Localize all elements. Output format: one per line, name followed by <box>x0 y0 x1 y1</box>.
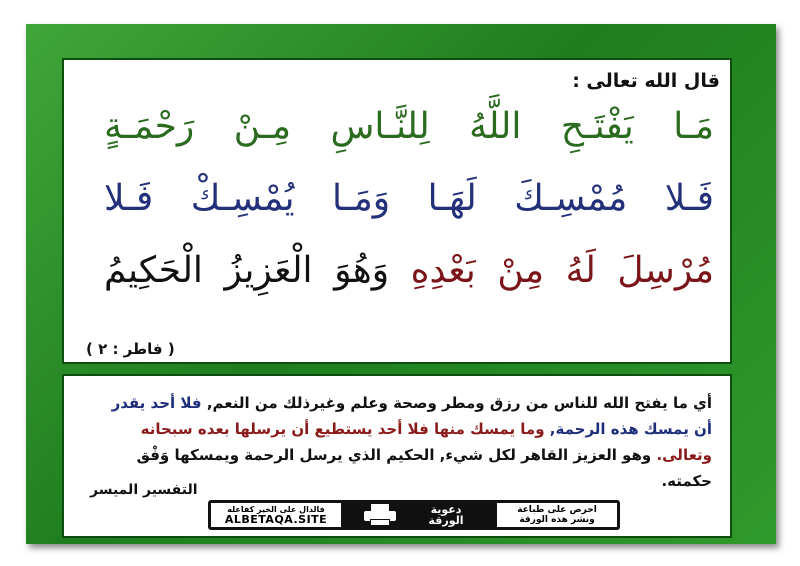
printer-icon <box>362 504 398 526</box>
verse-line-3 <box>104 250 714 291</box>
verse-reference: ( فاطر : ٢ ) <box>86 340 175 358</box>
print-note-box <box>497 503 617 527</box>
footer-banner <box>208 500 620 530</box>
tafsir-part-3: وما يمسك منها فلا أحد يستطيع أن يرسلها بعده سبحانه وتعالى. <box>140 420 712 464</box>
logo-line-2: الورقة <box>428 514 464 527</box>
logo-line-1: دعوية <box>430 503 462 516</box>
intro-text: قال الله تعالى : <box>572 70 720 92</box>
source-label: التفسير الميسر <box>90 482 198 498</box>
verse-line-1: مَـا يَفْتَـحِ اللَّهُ لِلنَّـاسِ مِـنْ رَحْمَـةٍ <box>104 106 714 147</box>
print-note-line-2: ونشر هذه الورقة <box>519 515 595 525</box>
verse-line-3-tail: وَهُوَ الْعَزِيزُ الْحَكِيمُ <box>104 250 390 291</box>
verse-line-2: فَـلا مُمْسِـكَ لَهَـا وَمَـا يُمْسِـكْ فَـلا <box>104 178 714 219</box>
logo <box>416 504 476 526</box>
tafsir-part-1: أي ما يفتح الله للناس من رزق ومطر وصحة وعلم وغيرذلك من النعم, <box>206 394 712 412</box>
tafsir-part-4: وهو العزيز القاهر لكل شيء, الحكيم الذي يرسل الرحمة ويمسكها وَفْق حكمته. <box>136 446 712 490</box>
site-box <box>211 503 341 527</box>
tafsir-text <box>100 390 712 494</box>
site-link[interactable]: ALBETAQA.SITE <box>224 512 328 526</box>
print-note-line-1: احرص على طباعة <box>517 505 597 515</box>
verse-line-3-red: مُرْسِلَ لَهُ مِنْ بَعْدِهِ <box>410 250 714 291</box>
slogan-text: فالدال على الخير كفاعله <box>227 504 325 514</box>
tafsir-part-2: فلا أحد يقدر أن يمسك هذه الرحمة, <box>111 394 712 438</box>
